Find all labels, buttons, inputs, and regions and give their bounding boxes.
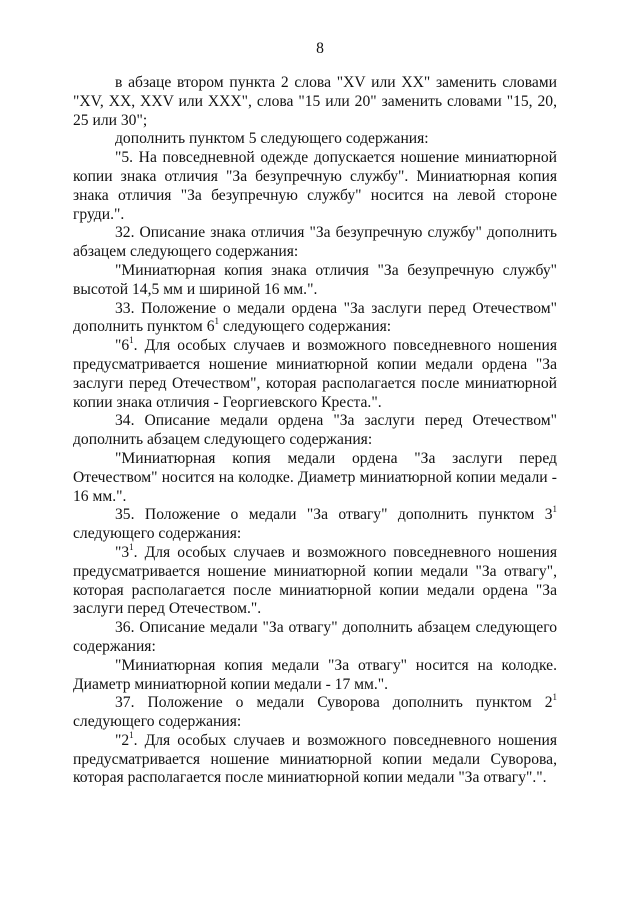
paragraph: "Миниатюрная копия знака отличия "За безупречную службу" высотой 14,5 мм и шириной 16 мм.". (73, 261, 557, 298)
paragraph (73, 541, 557, 619)
page-number: 8 (316, 40, 324, 57)
paragraph (73, 334, 557, 412)
paragraph: в абзаце втором пункта 2 слова "XV или XX" заменить словами "XV, XX, XXV или XXX", слова "15 или 20" заменить словами "15, 20, 25 или 30"; (73, 74, 557, 129)
text-span: 33. Положение о медали ордена "За заслуги перед Отечеством" дополнить пунктом 6 (73, 299, 557, 336)
text-span: . Для особых случаев и возможного повседневного ношения предусматривается ношение миниатюрной копии медали "За отвагу", которая располагается после миниатюрной копии медали ордена "За заслуги перед Отечеством.". (73, 543, 557, 618)
text-span: "3 (115, 543, 130, 561)
text-span: 37. Положение о медали Суворова дополнить пунктом 2 (115, 694, 553, 712)
document-body (73, 74, 557, 788)
text-span: "6 (115, 337, 130, 355)
paragraph: "Миниатюрная копия медали ордена "За заслуги перед Отечеством" носится на колодке. Диаметр миниатюрной копии медали - 16 мм.". (73, 449, 557, 505)
superscript: 1 (129, 334, 134, 345)
superscript: 1 (552, 504, 557, 515)
text-span: следующего содержания: (73, 525, 242, 543)
paragraph: 34. Описание медали ордена "За заслуги перед Отечеством" дополнить абзацем следующего содержания: (73, 412, 557, 449)
superscript: 1 (552, 692, 557, 703)
paragraph: дополнить пунктом 5 следующего содержания: (115, 130, 429, 148)
paragraph: 36. Описание медали "За отвагу" дополнить абзацем следующего содержания: (73, 619, 557, 655)
paragraph (73, 729, 557, 788)
text-span: следующего содержания: (73, 713, 242, 731)
paragraph (73, 506, 557, 544)
text-span: . Для особых случаев и возможного повседневного ношения предусматривается ношение миниатюрной копии медали ордена "За заслуги перед Отечеством", которая располагается после миниатюрной копии знака отличия - Георгиевского Креста.". (73, 337, 557, 411)
text-span: следующего содержания: (219, 318, 392, 336)
text-span: "2 (115, 731, 130, 749)
paragraph: "Миниатюрная копия медали "За отвагу" носится на колодке. Диаметр миниатюрной копии медали - 17 мм.". (73, 656, 557, 693)
paragraph (73, 300, 557, 338)
text-span: 35. Положение о медали "За отвагу" дополнить пунктом 3 (115, 506, 553, 524)
superscript: 1 (129, 729, 134, 740)
text-span: . Для особых случаев и возможного повседневного ношения предусматривается ношение миниатюрной копии медали Суворова, которая располагается после миниатюрной копии медали "За отвагу".". (73, 731, 557, 787)
superscript: 1 (214, 316, 219, 327)
paragraph: "5. На повседневной одежде допускается ношение миниатюрной копии знака отличия "За безупречную службу". Миниатюрная копия знака отличия "За безупречную службу" носится на левой стороне груди.". (73, 149, 557, 223)
paragraph: 32. Описание знака отличия "За безупречную службу" дополнить абзацем следующего содержания: (73, 224, 557, 261)
paragraph (73, 694, 557, 732)
superscript: 1 (129, 541, 134, 552)
